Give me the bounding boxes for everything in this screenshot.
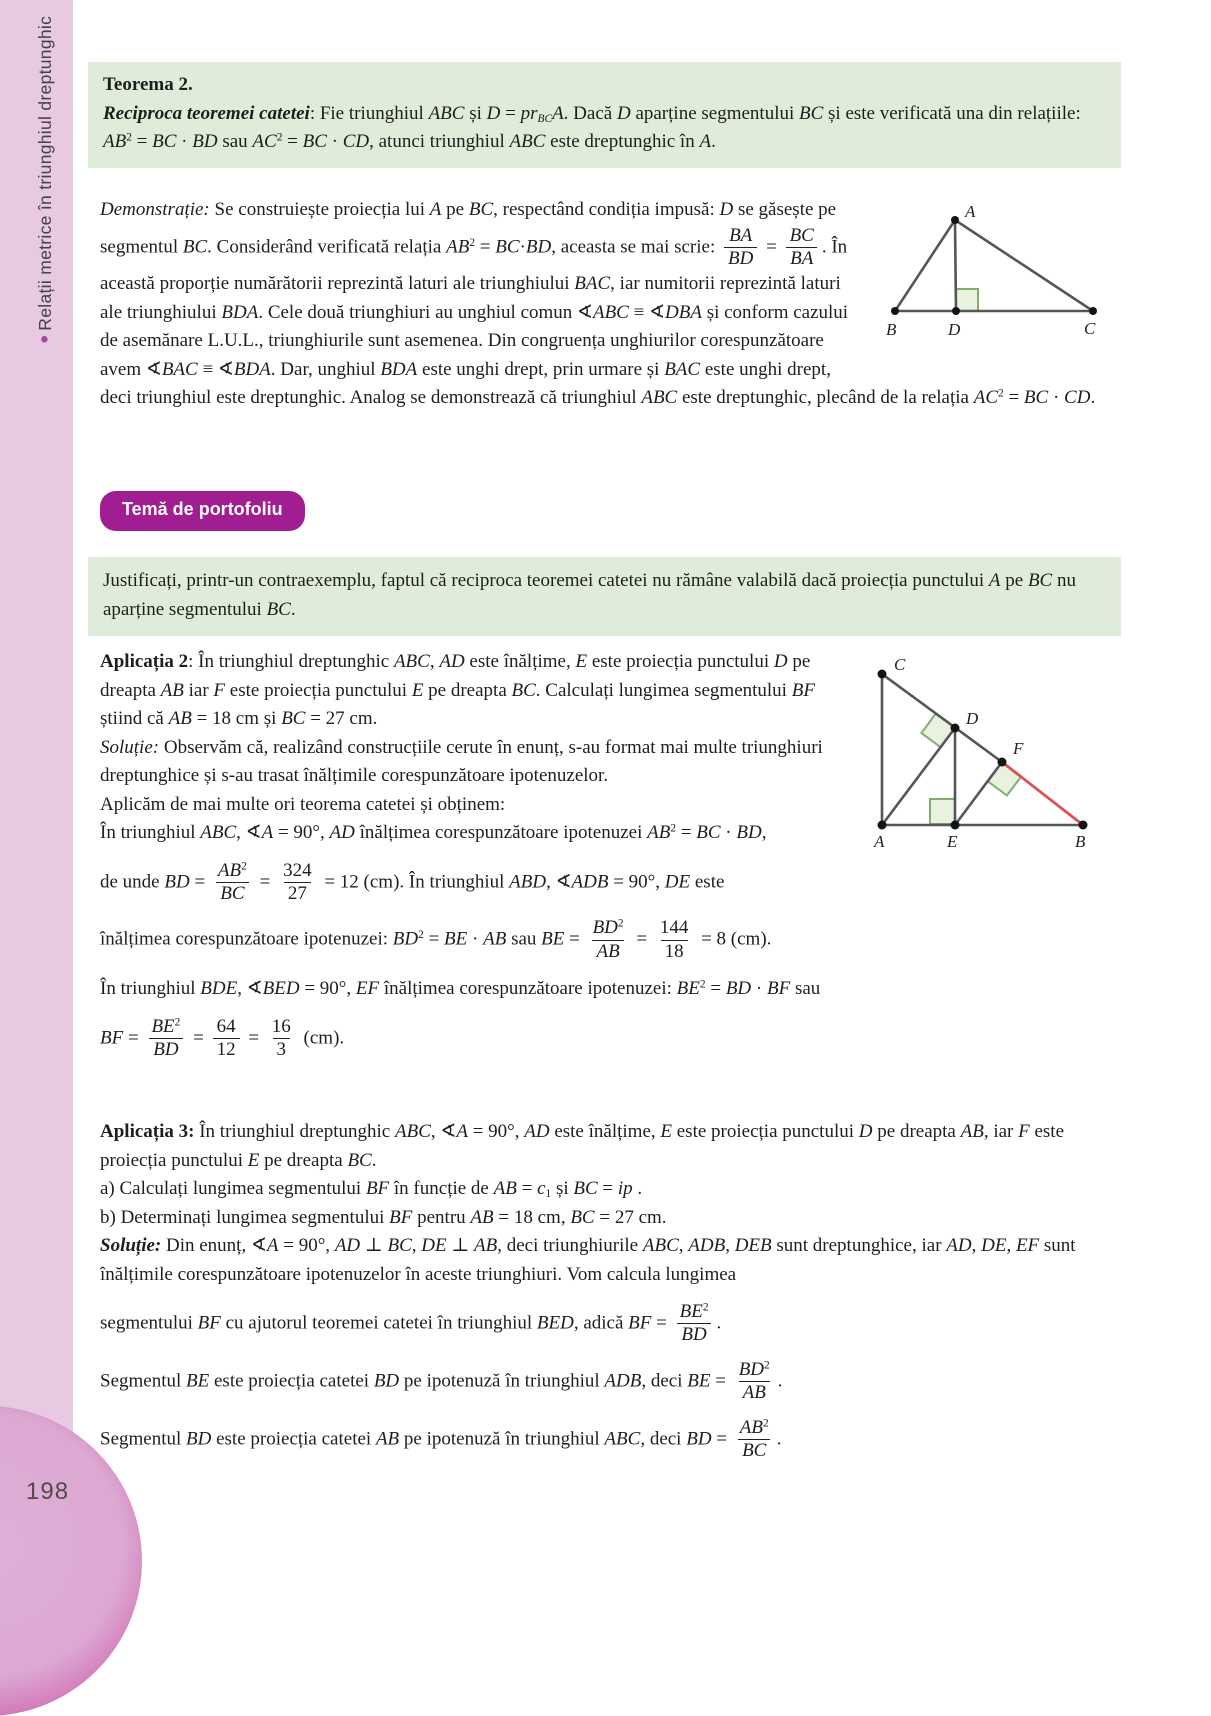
chapter-title-text: Relații metrice în triunghiul dreptunghic [35,15,55,331]
application-2-solution-3: În triunghiul ABC, ∢A = 90°, AD înălțimea corespunzătoare ipotenuzei $AB^2$ = BC · BD, [100,822,767,843]
application-3-math-1: segmentului BF cu ajutorul teoremei catetei în triunghiul BED, adică BF = $\frac{BE^2}{BD}$ . [100,1301,722,1346]
right-angle-marker-d [956,289,978,311]
application-3-item-b: b) Determinați lungimea segmentului BF pentru AB = 18 cm, BC = 27 cm. [100,1206,667,1228]
page-number: 198 [26,1478,70,1505]
right-angle-marker-f [988,762,1022,796]
label-d: D [966,709,979,728]
application-2-math-1: de unde BD = $\frac{AB^2}{BC}$ = $\frac{324}{27}$ = 12 (cm). În triunghiul ABD, ∢ADB = 90°, DE este [100,859,725,904]
segment-fb-red [1002,762,1083,825]
label-f: F [1013,739,1024,758]
label-b: B [1075,832,1086,851]
segment-ba [895,220,955,311]
chapter-bullet-icon: ● [36,330,53,348]
segment-ad-altitude [955,220,956,311]
point-f [998,758,1007,767]
application-3-statement: Aplicația 3: În triunghiul dreptunghic ABC, ∢A = 90°, AD este înălțime, E este proiecția punctului D pe dreapta AB, iar F este proiecția punctului E pe dreapta BC. [100,1121,1065,1171]
label-d: D [948,320,961,339]
label-c: C [1084,319,1096,338]
application-3-item-a: a) Calculați lungimea segmentului BF în funcție de AB = $c_1$ și BC = ip . [100,1178,643,1200]
label-a: A [874,832,885,851]
point-c [1089,307,1097,315]
application-3-math-3: Segmentul BD este proiecția catetei AB pe ipotenuză în triunghiul ABC, deci BD = $\frac{AB^2}{BC}$ . [100,1416,782,1462]
portfolio-badge: Temă de portofoliu [100,491,305,531]
task-body: Justificați, printr-un contraexemplu, faptul că reciproca teoremei catetei nu rămâne valabilă dacă proiecția punctului A pe BC nu aparține segmentului BC. [103,570,1076,620]
chapter-title-vertical [32,15,58,348]
theorem-box [88,62,1121,168]
application-3-section [100,1118,1122,1466]
application-2-solution-2: Aplicăm de mai multe ori teorema catetei și obținem: [100,793,506,815]
right-angle-marker-d [921,714,955,748]
proof-section [100,196,1122,413]
label-a: A [965,202,976,221]
application-2-math-2: înălțimea corespunzătoare ipotenuzei: $BD^2$ = BE · AB sau BE = $\frac{BD^2}{AB}$ = $\frac{144}{18}$ = 8 (cm). [100,917,772,962]
point-d [952,307,960,315]
theorem-title: Teorema 2. [103,74,193,95]
task-box [88,557,1121,636]
application-2-math-4: BF = $\frac{BE^2}{BD}$ = $\frac{64}{12}$ = $\frac{16}{3}$ (cm). [100,1015,345,1061]
theorem-body: Reciproca teoremei catetei: Fie triunghiul ABC și $D = pr_{BC}A$. Dacă D aparține segmentului BC și este verificată una din relațiile: $AB^2$ = BC · BD sau $AC^2$ = BC · CD, atunci triunghiul ABC este dreptunghic în A. [103,102,1081,152]
label-e: E [947,832,958,851]
application-2-math-3: În triunghiul BDE, ∢BED = 90°, EF înălțimea corespunzătoare ipotenuzei: $BE^2$ = BD · BF sau [100,978,821,1000]
point-b [1079,821,1088,830]
proof-body: Demonstrație: Se construiește proiecția lui A pe BC, respectând condiția impusă: D se găsește pe segmentul BC. Considerând verificată relația $AB^2 = BC\cdot BD$, aceasta se mai scrie: $\frac{BA}{BD}$ = $\frac{BC}{BA}$ . În această proporție numărătorii reprezintă laturi ale triunghiului BAC, iar numitorii reprezintă laturi ale triunghiului BDA. Cele două triunghiuri au unghiul comun ∢ABC ≡ ∢DBA și conform cazului de asemănare L.U.L., triunghiurile sunt asemenea. Din congruența unghiurilor corespunzătoare avem ∢BAC ≡ ∢BDA. Dar, unghiul BDA este unghi drept, prin urmare și BAC este unghi drept, deci triunghiul este dreptunghic. Analog se demonstrează că triunghiul ABC este dreptunghic, plecând de la relația $AC^2$ = BC · CD. [100,199,1096,409]
figure-projections-triangle [862,648,1122,868]
application-2-statement: Aplicația 2: În triunghiul dreptunghic ABC, AD este înălțime, E este proiecția punctului D pe dreapta AB iar F este proiecția punctului E pe dreapta BC. Calculați lungimea segmentului BF știind că AB = 18 cm și BC = 27 cm. [100,651,815,729]
figure-altitude-triangle [872,198,1122,353]
application-2-section [100,648,1122,1065]
point-a [951,216,959,224]
point-d [951,724,960,733]
right-angle-marker-e [930,799,955,824]
point-a [878,821,887,830]
chapter-sidebar [0,0,73,1535]
point-b [891,307,899,315]
application-3-solution: Soluție: Din enunț, ∢A = 90°, AD ⊥ BC, DE ⊥ AB, deci triunghiurile ABC, ADB, DEB sunt dreptunghice, iar AD, DE, EF sunt înălțimile corespunzătoare ipotenuzelor în aceste triunghiuri. Vom calcula lungimea [100,1235,1076,1285]
application-2-solution: Soluție: Observăm că, realizând construcțiile cerute în enunț, s-au format mai multe triunghiuri dreptunghice și s-au trasat înălțimile corespunzătoare ipotenuzelor. [100,736,823,786]
segment-ef [955,762,1002,825]
label-c: C [894,655,906,674]
point-e [951,821,960,830]
application-3-math-2: Segmentul BE este proiecția catetei BD pe ipotenuză în triunghiul ADB, deci BE = $\frac{BD^2}{AB}$ . [100,1358,783,1404]
label-b: B [886,320,897,339]
segment-cf [882,674,1002,762]
point-c [878,670,887,679]
